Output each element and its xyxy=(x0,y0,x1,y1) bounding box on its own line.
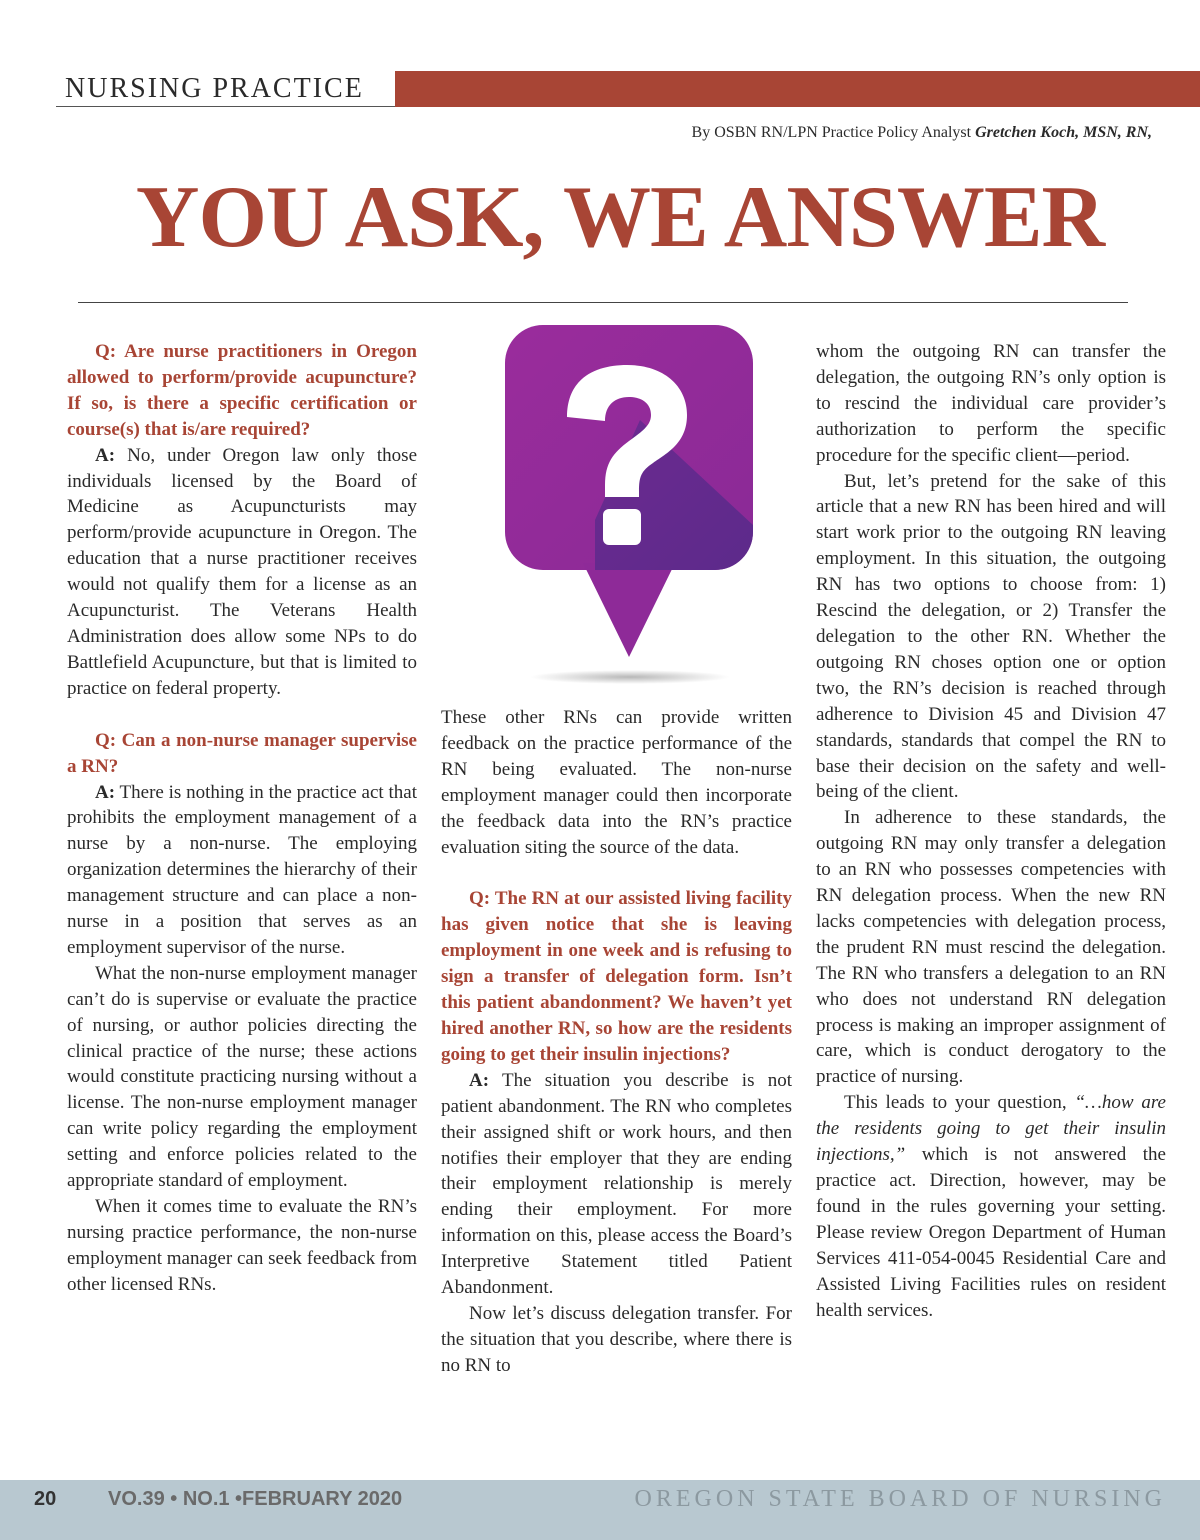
question-1: Q: Are nurse practitioners in Oregon allowed to perform/provide acupuncture? If so, is there a specific certification or course(s) that is/are required? xyxy=(67,341,417,440)
paragraph: These other RNs can provide written feedback on the practice performance of the RN being evaluated. The non-nurse employment manager could then incorporate the feedback data into the RN’s practice evaluation siting the source of the data. xyxy=(441,707,792,858)
answer-label: A: xyxy=(95,444,116,466)
paragraph xyxy=(816,1090,1166,1323)
answer-3 xyxy=(441,1068,792,1301)
section-label: NURSING PRACTICE xyxy=(65,73,364,104)
section-underline xyxy=(56,106,396,107)
question-2: Q: Can a non-nurse manager supervise a RN? xyxy=(67,729,417,777)
quoted-question: “…how are the residents going to get their insulin injections,” xyxy=(816,1092,1166,1166)
issue-info: VO.39 • NO.1 •FEBRUARY 2020 xyxy=(108,1488,403,1510)
paragraph-text: This leads to your question, xyxy=(844,1092,1075,1114)
byline xyxy=(692,124,1152,142)
answer-3-text: The situation you describe is not patient abandonment. The RN who completes their assigned shift or work hours, and then notifies their employer that they are ending their employment relationship is merely ending their employment. For more information on this, please access the Board’s Interpretive Statement titled Patient Abandonment. xyxy=(441,1069,792,1299)
answer-1-text: No, under Oregon law only those individuals licensed by the Board of Medicine as Acupuncturists may perform/provide acupuncture in Oregon. The education that a nurse practitioner receives would not qualify them for a license as an Acupuncturist. The Veterans Health Administration does allow some NPs to do Battlefield Acupuncture, but that is limited to practice on federal property. xyxy=(67,444,417,699)
paragraph: But, let’s pretend for the sake of this article that a new RN has been hired and will start work prior to the outgoing RN leaving employment. In this situation, the outgoing RN has two options to choose from: 1) Rescind the delegation, or 2) Transfer the delegation to the other RN. Whether the outgoing RN choses option one or option two, the RN’s decision is reached through adherence to Division 45 and Division 47 standards, standards that compel the RN to base their decision on the safety and well-being of the client. xyxy=(816,470,1166,803)
question-mark-icon xyxy=(505,325,755,685)
answer-2-text: There is nothing in the practice act that prohibits the employment management of a nurse by a non-nurse. The employing organization determines the hierarchy of their management structure and can place a non-nurse in a position that serves as an employment supervisor of the nurse. xyxy=(67,781,417,958)
answer-1 xyxy=(67,443,417,702)
byline-author: Gretchen Koch, MSN, RN, xyxy=(975,124,1152,141)
paragraph: whom the outgoing RN can transfer the delegation, the outgoing RN’s only option is to rescind the individual care provider’s authorization to perform the specific procedure for the specific client—period. xyxy=(816,341,1166,466)
paragraph: What the non-nurse employment manager can’t do is supervise or evaluate the practice of nursing, or author policies directing the clinical practice of the nurse; these actions would constitute practicing nursing without a license. The non-nurse employment manager can write policy regarding the employment setting and enforce policies related to the appropriate standard of employment. xyxy=(67,962,417,1192)
answer-label: A: xyxy=(469,1069,490,1091)
section-color-bar xyxy=(395,71,1200,107)
article-column-3 xyxy=(816,339,1166,1323)
question-3: Q: The RN at our assisted living facility has given notice that she is leaving employment in one week and is refusing to sign a transfer of delegation form. Isn’t this patient abandonment? We haven’t yet hired another RN, so how are the residents going to get their insulin injections? xyxy=(441,888,792,1065)
paragraph-text: which is not answered the practice act. Direction, however, may be found in the rules governing your setting. Please review Oregon Department of Human Services 411-054-0045 Residential Care and Assisted Living Facilities rules on resident health services. xyxy=(816,1144,1166,1321)
paragraph: When it comes time to evaluate the RN’s nursing practice performance, the non-nurse employment manager can seek feedback from other licensed RNs. xyxy=(67,1196,417,1295)
page-number: 20 xyxy=(34,1488,57,1510)
publication-name: OREGON STATE BOARD OF NURSING xyxy=(634,1486,1166,1512)
article-column-2 xyxy=(441,705,792,1379)
paragraph: Now let’s discuss delegation transfer. For the situation that you describe, where there is no RN to xyxy=(441,1302,792,1376)
answer-2 xyxy=(67,780,417,961)
page-title: YOU ASK, WE ANSWER xyxy=(135,169,1105,266)
article-column-1 xyxy=(67,339,417,1298)
byline-prefix: By OSBN RN/LPN Practice Policy Analyst xyxy=(691,124,972,141)
answer-label: A: xyxy=(95,781,116,803)
title-divider xyxy=(78,302,1128,303)
paragraph: In adherence to these standards, the outgoing RN may only transfer a delegation to an RN who possesses competencies with RN delegation process. When the new RN lacks competencies with delegation process, the prudent RN must rescind the delegation. The RN who transfers a delegation to an RN who does not understand RN delegation process is making an improper assignment of care, which is conduct derogatory to the practice of nursing. xyxy=(816,807,1166,1088)
